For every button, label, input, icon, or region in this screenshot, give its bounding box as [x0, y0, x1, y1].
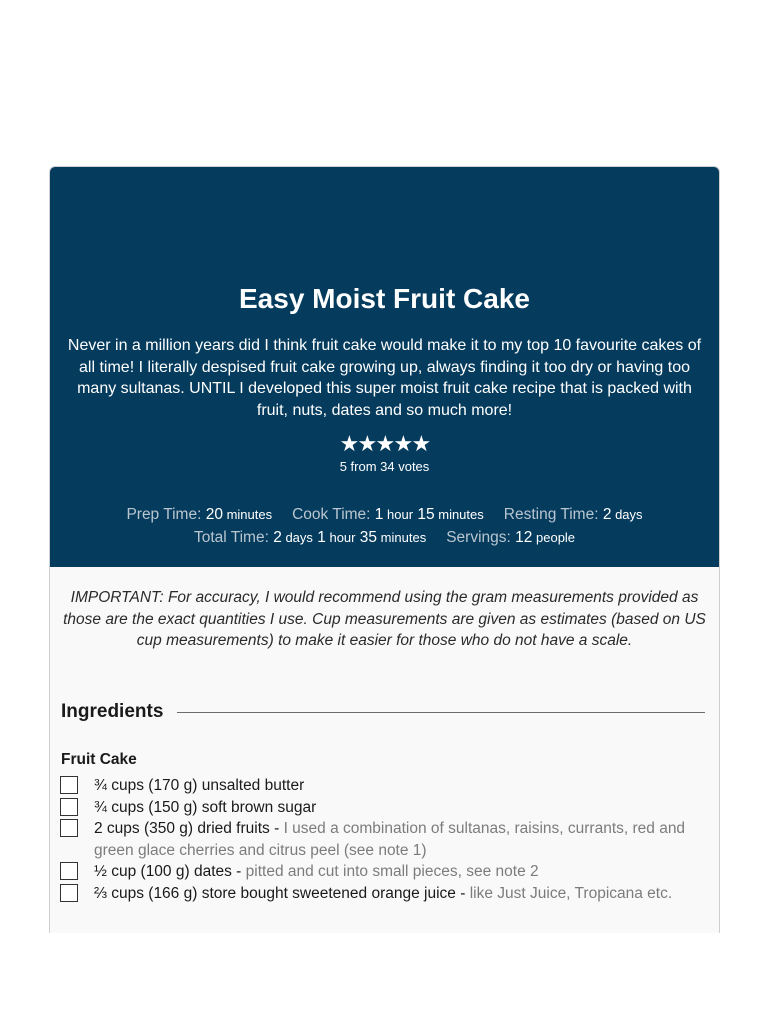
ingredient-item: [60, 861, 709, 883]
recipe-header: [50, 167, 719, 567]
ingredient-name: store bought sweetened orange juice: [201, 884, 456, 902]
ingredient-name: soft brown sugar: [201, 798, 317, 816]
ingredient-separator: -: [269, 820, 284, 837]
total-value: 2: [268, 529, 282, 546]
resting-unit: days: [611, 507, 643, 522]
total-value: 1: [312, 529, 326, 546]
ingredient-notes: like Just Juice, Tropicana etc.: [469, 884, 673, 902]
rating-stars[interactable]: [50, 433, 719, 455]
prep-unit: minutes: [222, 507, 273, 522]
star-icon[interactable]: ★: [375, 431, 396, 456]
cook-value: 15: [413, 506, 435, 523]
ingredient-group-title: Fruit Cake: [61, 751, 137, 768]
ingredient-notes: pitted and cut into small pieces, see note 2: [245, 863, 539, 880]
ingredient-list: [60, 775, 709, 904]
ingredients-heading: Ingredients: [61, 701, 164, 722]
measurement-note: IMPORTANT: For accuracy, I would recommend using the gram measurements provided as those are the exact quantities I use. Cup measurements are given as estimates (based on US cup measurements) to make it easier for those who do not have a scale.: [63, 589, 706, 649]
servings[interactable]: [446, 526, 575, 549]
resting-label: Resting Time:: [503, 506, 599, 523]
times-row-1: [50, 503, 719, 526]
ingredients-header: [61, 701, 705, 723]
ingredient-name: unsalted butter: [201, 777, 305, 794]
recipe-times: [50, 503, 719, 549]
star-icon[interactable]: ★: [357, 431, 378, 456]
ingredient-checkbox[interactable]: [60, 798, 78, 816]
recipe-summary: Never in a million years did I think fruit cake would make it to my top 10 favourite cakes of all time! I literally despised fruit cake growing up, always finding it too dry or having too many sultanas. UNTIL I developed this super moist fruit cake recipe that is packed with fruit, nuts, dates and so much more!: [67, 337, 702, 419]
ingredient-amount: ¾ cups (170 g): [94, 777, 202, 794]
heading-divider: [177, 712, 705, 713]
star-icon[interactable]: ★: [393, 431, 414, 456]
ingredient-amount: ¾ cups (150 g): [94, 798, 202, 816]
ingredient-separator: -: [231, 863, 246, 880]
ingredient-item: [60, 818, 709, 861]
ingredient-name: dried fruits: [197, 820, 270, 837]
cook-unit: hour: [383, 507, 414, 522]
ingredient-item: [60, 775, 709, 797]
ingredient-checkbox[interactable]: [60, 819, 78, 837]
ingredient-amount: ½ cup (100 g): [94, 863, 194, 880]
recipe-title: Easy Moist Fruit Cake: [239, 283, 530, 314]
servings-value: 12: [510, 529, 533, 546]
recipe-card: [49, 166, 720, 933]
servings-label: Servings:: [446, 529, 511, 546]
ingredient-notes: I used a combination of sultanas, raisins, currants, red and green glace cherries and citrus peel (see note 1): [94, 820, 686, 859]
total-value: 35: [355, 529, 378, 546]
prep-label: Prep Time:: [126, 506, 202, 523]
ingredient-item: [60, 797, 709, 819]
ingredient-amount: ⅔ cups (166 g): [94, 884, 202, 902]
ingredient-checkbox[interactable]: [60, 776, 78, 794]
servings-unit: people: [532, 530, 576, 545]
resting-value: 2: [598, 506, 612, 523]
total-time: [194, 526, 426, 549]
resting-time: [504, 503, 643, 526]
total-unit: days: [281, 530, 313, 545]
prep-value: 20: [201, 506, 223, 523]
cook-value: 1: [370, 506, 384, 523]
ingredient-amount: 2 cups (350 g): [94, 820, 198, 837]
star-icon[interactable]: ★: [411, 431, 432, 456]
ingredient-separator: -: [455, 884, 470, 902]
total-unit: minutes: [377, 530, 427, 545]
cook-unit: minutes: [434, 507, 484, 522]
cook-time: [292, 503, 484, 526]
ingredient-name: dates: [193, 863, 232, 880]
times-row-2: [50, 526, 719, 549]
star-icon[interactable]: ★: [339, 431, 360, 456]
cook-label: Cook Time:: [292, 506, 371, 523]
prep-time: [126, 503, 272, 526]
ingredient-checkbox[interactable]: [60, 862, 78, 880]
total-label: Total Time:: [193, 529, 269, 546]
ingredient-item: [60, 883, 709, 905]
total-unit: hour: [325, 530, 356, 545]
rating-votes: 5 from 34 votes: [339, 459, 430, 474]
ingredient-checkbox[interactable]: [60, 884, 78, 902]
